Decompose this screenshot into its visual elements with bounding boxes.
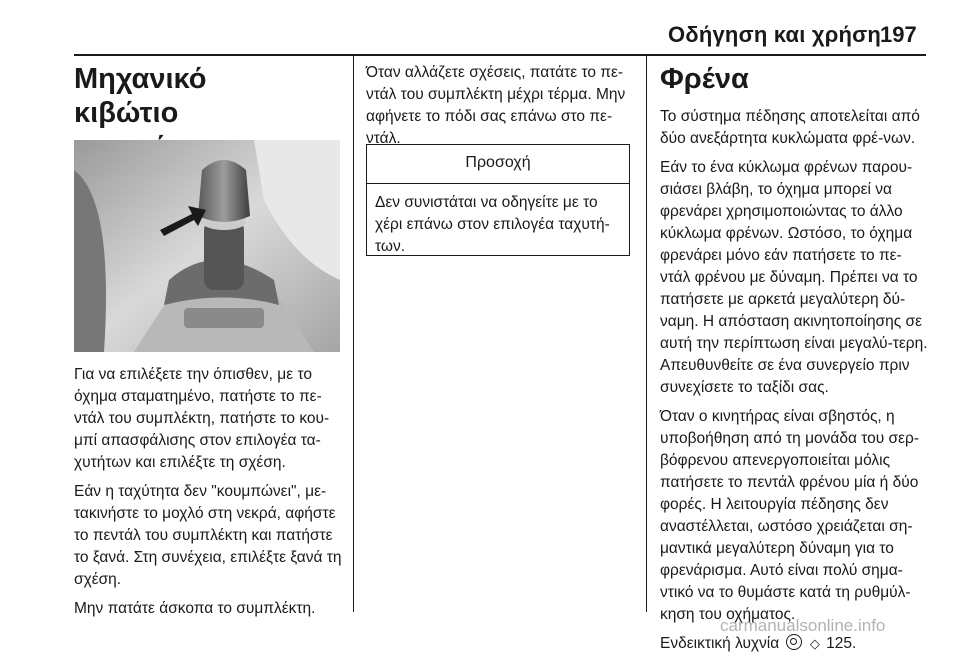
page-reference-icon: ◇ (809, 636, 820, 651)
paragraph: Εάν η ταχύτητα δεν "κουμπώνει", με-τακινήστε το μοχλό στη νεκρά, αφήστε το πεντάλ του συμπλέκτη και πατήστε το ξανά. Στη συνέχεια, επιλέξτε ξανά τη σχέση. (74, 483, 342, 588)
paragraph: Όταν αλλάζετε σχέσεις, πατάτε το πε-ντάλ του συμπλέκτη μέχρι τέρμα. Μην αφήνετε το πόδι σας επάνω στο πε-ντάλ. (366, 64, 626, 147)
brake-warning-icon (786, 634, 802, 650)
page-number: 197 (880, 22, 917, 47)
paragraph: Μην πατάτε άσκοπα το συμπλέκτη. (74, 600, 316, 617)
column-divider-1 (353, 56, 354, 612)
indicator-reference (660, 633, 930, 655)
paragraph: Όταν ο κινητήρας είναι σβηστός, η υποβοήθηση από τη μονάδα του σερ-βόφρενου απενεργοποιείται μόλις πατήσετε το πεντάλ φρένου μία ή δύο φορές. Η λειτουργία πέδησης δεν αναστέλλεται, ωστόσο χρειάζεται ση-μαντικά μεγαλύτερη δύναμη για το φρενάρισμα. Αυτό είναι πολύ σημα-ντικό να το θυμάστε κατά τη ρυθμύλ-κηση του οχήματος. (660, 408, 920, 623)
paragraph: Το σύστημα πέδησης αποτελείται από δύο ανεξάρτητα κυκλώματα φρέ-νων. (660, 108, 920, 147)
indicator-page-link[interactable]: 125. (826, 635, 857, 652)
section-heading-brakes: Φρένα (660, 63, 749, 95)
gear-shifter-figure (74, 140, 340, 352)
header-rule (74, 54, 926, 56)
page-header-title: Οδήγηση και χρήση (668, 22, 882, 47)
caution-title: Προσοχή (367, 145, 629, 184)
middle-column (366, 62, 634, 157)
paragraph: Για να επιλέξετε την όπισθεν, με το όχημα σταματημένο, πατήστε το πε-ντάλ του συμπλέκτη, πατήστε το κου-μπί απασφάλισης στον επιλογέα τα-χυτήτων και επιλέξτε τη σχέση. (74, 366, 330, 471)
left-column-text (74, 364, 342, 627)
caution-notice (366, 144, 630, 256)
paragraph: Εάν το ένα κύκλωμα φρένων παρου-σιάσει βλάβη, το όχημα μπορεί να φρενάρει χρησιμοποιώντας το άλλο κύκλωμα φρένων. Ωστόσο, το όχημα φρενάρει μόνο εάν πατήσετε το πε-ντάλ φρένου με δύναμη. Πρέπει να το πατήσετε με αρκετά μεγαλύτερη δύ-ναμη. Η απόσταση ακινητοποίησης σε αυτή την περίπτωση είναι μεγαλύ-τερη. Απευθυνθείτε σε ένα συνεργείο πριν συνεχίσετε το ταξίδι σας. (660, 159, 928, 396)
indicator-label: Ενδεικτική λυχνία (660, 635, 780, 652)
column-divider-2 (646, 56, 647, 612)
section-heading-gearbox: Μηχανικό κιβώτιο (74, 63, 207, 129)
watermark: carmanualsonline.info (720, 616, 886, 635)
right-column (660, 62, 930, 662)
caution-body: Δεν συνιστάται να οδηγείτε με το χέρι επάνω στον επιλογέα ταχυτή-των. (375, 194, 610, 255)
gear-shifter-illustration (74, 140, 340, 352)
